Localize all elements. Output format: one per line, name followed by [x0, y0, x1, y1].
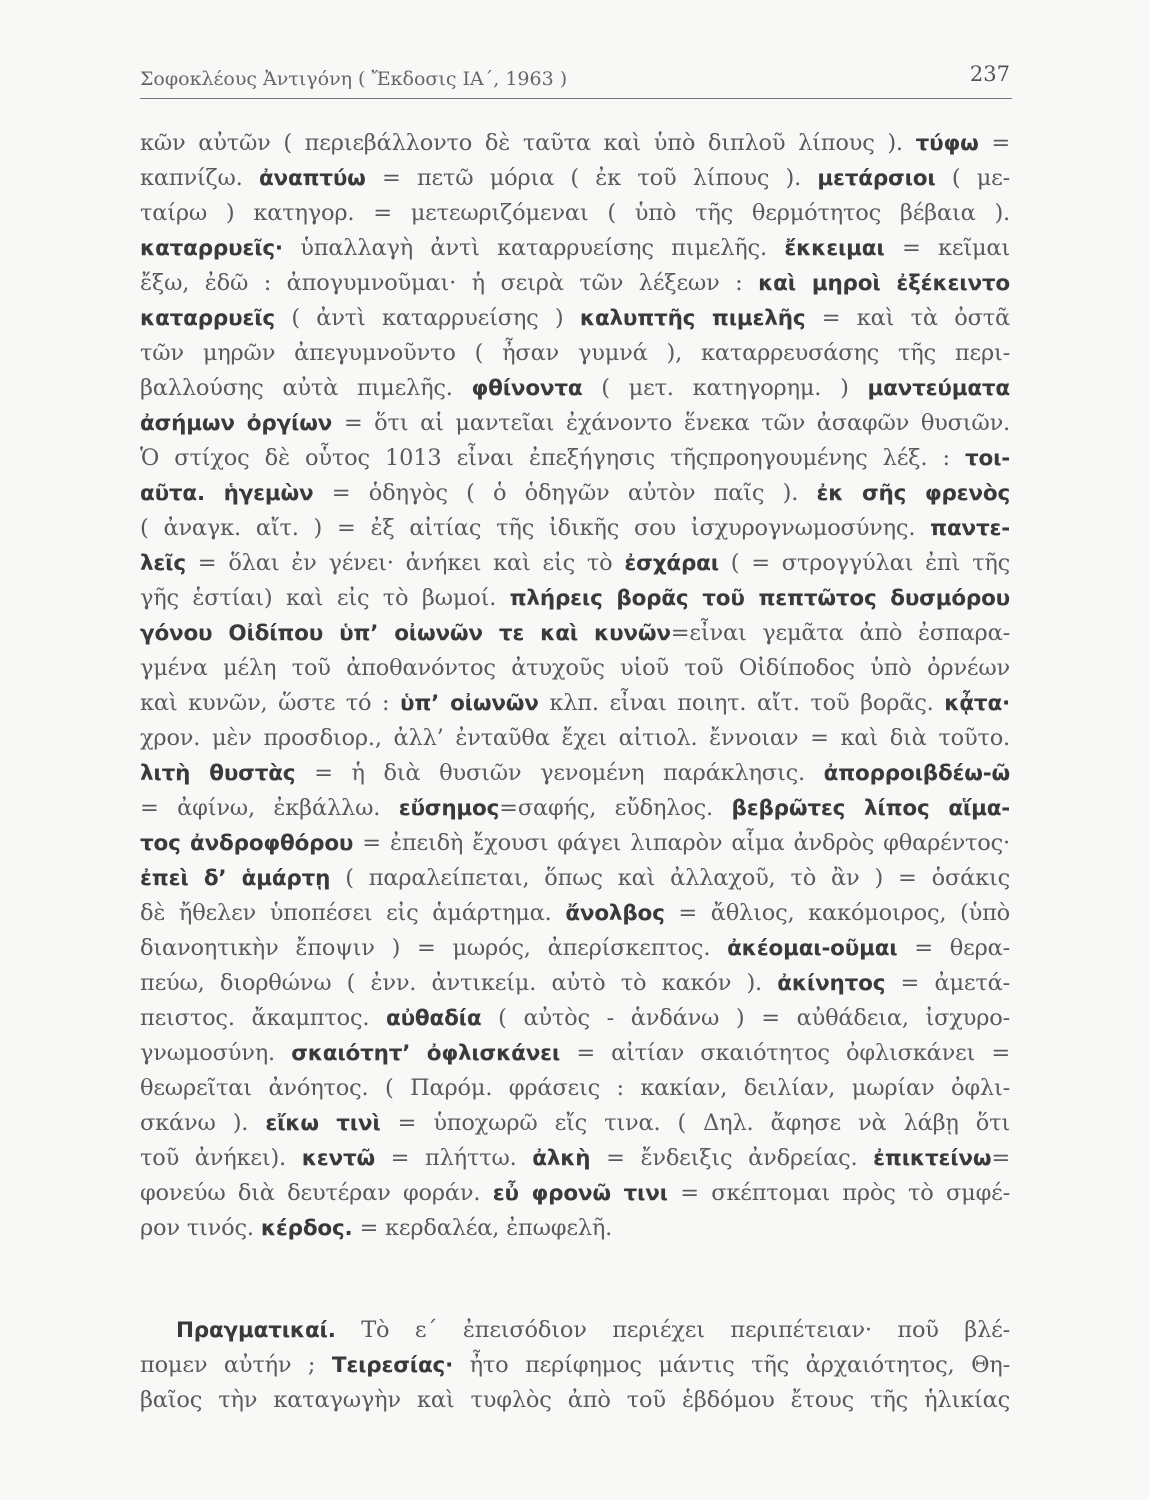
lemma-term: εὖ φρονῶ τινι — [492, 1181, 668, 1206]
gloss-text: ( παραλείπεται, ὅπως καὶ ἀλλαχοῦ, τὸ ἂν ) = ὁσάκις — [330, 865, 1010, 891]
lemma-term: ἐσχάραι — [624, 551, 719, 576]
text-line — [140, 476, 1010, 511]
gloss-text: = ἀμετά- — [885, 970, 1010, 996]
text-line — [140, 1211, 1010, 1246]
gloss-text: ( με- — [935, 165, 1010, 191]
lemma-term: ἐπεὶ δ’ ἁμάρτῃ — [140, 866, 331, 891]
gloss-text: ( αὐτὸς - ἁνδάνω ) = αὐθάδεια, ἰσχυρο- — [481, 1005, 1010, 1031]
text-line — [140, 931, 1010, 966]
gloss-text: = καὶ τὰ ὀστᾶ — [805, 305, 1011, 331]
text-line — [140, 1001, 1010, 1036]
gloss-text: γμένα μέλη τοῦ ἀποθανόντος ἀτυχοῦς υἱοῦ τοῦ Οἰδίποδος ὑπὸ ὀρνέων — [140, 655, 1010, 681]
text-line — [140, 1176, 1010, 1211]
text-line — [140, 756, 1010, 791]
lemma-term: βεβρῶτες λίπος αἵμα- — [731, 796, 1011, 821]
gloss-text: κλπ. εἶναι ποιητ. αἴτ. τοῦ βορᾶς. — [538, 690, 945, 716]
lemma-term: τος ἀνδροφθόρου — [140, 831, 354, 856]
gloss-text: θεωρεῖται ἀνόητος. ( Παρόμ. φράσεις : κακίαν, δειλίαν, μωρίαν ὀφλι- — [140, 1075, 1010, 1101]
gloss-text: πεύω, διορθώνω ( ἐνν. ἀντικείμ. αὐτὸ τὸ κακόν ). — [140, 970, 778, 996]
gloss-text: γῆς ἑστίαι) καὶ εἰς τὸ βωμοί. — [140, 585, 510, 611]
text-line — [140, 791, 1010, 826]
text-line — [140, 686, 1010, 721]
text-line — [140, 1313, 1010, 1348]
gloss-text: = ὁδηγὸς ( ὁ ὁδηγῶν αὐτὸν παῖς ). — [313, 480, 817, 506]
gloss-text: =εἶναι γεμᾶτα ἀπὸ ἐσπαρα- — [670, 620, 1010, 646]
lemma-term: αῦτα. ἡγεμὼν — [140, 481, 314, 506]
text-line — [140, 511, 1010, 546]
text-line — [140, 126, 1010, 161]
lemma-term: πλήρεις βορᾶς τοῦ πεπτῶτος δυσμόρου — [509, 586, 1010, 611]
gloss-text: = ὑποχωρῶ εἴς τινα. ( Δηλ. ἄφησε νὰ λάβῃ ὅτι — [380, 1110, 1010, 1136]
text-line — [140, 441, 1010, 476]
text-line — [140, 336, 1010, 371]
gloss-text: = αἰτίαν σκαιότητος ὀφλισκάνει = — [560, 1040, 1010, 1066]
text-line — [140, 1106, 1010, 1141]
lemma-term: εὔσημος — [398, 796, 500, 821]
lemma-term: γόνου Οἰδίπου ὑπ’ οἰωνῶν τε καὶ κυνῶν — [140, 621, 671, 646]
gloss-text: = πλήττω. — [374, 1145, 533, 1171]
lemma-term: λεῖς — [140, 551, 186, 576]
gloss-text: =σαφής, εὔδηλος. — [499, 795, 732, 821]
lemma-term: ἀσήμων ὀργίων — [140, 411, 333, 436]
text-line — [140, 266, 1010, 301]
gloss-text: πειστος. ἄκαμπτος. — [140, 1005, 387, 1031]
text-line — [140, 1141, 1010, 1176]
gloss-text: τῶν μηρῶν ἀπεγυμνοῦντο ( ἦσαν γυμνά ), καταρρευσάσης τῆς περι- — [140, 340, 1010, 366]
gloss-text: ( μετ. κατηγορημ. ) — [582, 375, 868, 401]
lemma-term: ἐπικτείνω — [873, 1146, 992, 1171]
text-line — [140, 1348, 1010, 1383]
header-rule — [140, 98, 1012, 99]
lemma-term: ἀκίνητος — [777, 971, 886, 996]
lemma-term: σκαιότητ’ ὀφλισκάνει — [291, 1041, 561, 1066]
lemma-term: ἀλκὴ — [532, 1146, 591, 1171]
gloss-text: πομεν αὐτήν ; — [140, 1352, 332, 1378]
section-paragraph — [140, 1313, 1010, 1418]
gloss-text: καὶ κυνῶν, ὥστε τό : — [140, 690, 401, 716]
text-line — [140, 196, 1010, 231]
gloss-text: = κερδαλέα, ἐπωφελῆ. — [352, 1215, 613, 1241]
gloss-text: φονεύω διὰ δευτέραν φοράν. — [140, 1180, 493, 1206]
gloss-text: ρον τινός. — [140, 1215, 261, 1241]
gloss-text: = κεῖμαι — [884, 235, 1010, 261]
gloss-text: = σκέπτομαι πρὸς τὸ σμφέ- — [667, 1180, 1010, 1206]
lemma-term: ἐκ σῆς φρενὸς — [816, 481, 1010, 506]
text-line — [140, 616, 1010, 651]
lemma-term: παντε- — [930, 516, 1010, 541]
lemma-term: Πραγματικαί. — [176, 1318, 336, 1343]
text-line — [140, 161, 1010, 196]
lemma-term: ἔκκειμαι — [784, 236, 885, 261]
lemma-term: καταρρυεῖς· — [140, 236, 283, 261]
lemma-term: φθίνοντα — [471, 376, 583, 401]
text-line — [140, 651, 1010, 686]
commentary-text — [140, 126, 1010, 1246]
lemma-term: ἀναπτύω — [258, 166, 366, 191]
lemma-term: ἄνολβος — [565, 901, 665, 926]
running-title: Σοφοκλέους Ἀντιγόνη ( Ἔκδοσις ΙΑ΄, 1963 ) — [140, 68, 568, 90]
gloss-text: = ἀφίνω, ἐκβάλλω. — [140, 795, 399, 821]
lemma-term: κᾆτα· — [944, 691, 1010, 716]
gloss-text: χρον. μὲν προσδιορ., ἀλλ’ ἐνταῦθα ἔχει αἰτιολ. ἔννοιαν = καὶ διὰ τοῦτο. — [140, 725, 1010, 751]
gloss-text: γνωμοσύνη. — [140, 1040, 292, 1066]
gloss-text: = — [978, 130, 1010, 156]
lemma-term: μαντεύματα — [867, 376, 1010, 401]
lemma-term: κέρδος. — [260, 1216, 353, 1241]
gloss-text: = πετῶ μόρια ( ἐκ τοῦ λίπους ). — [365, 165, 818, 191]
gloss-text: ἦτο περίφημος μάντις τῆς ἀρχαιότητος, Θη- — [453, 1352, 1010, 1378]
lemma-term: ἀπορροιβδέω-ῶ — [823, 761, 1010, 786]
text-line — [140, 721, 1010, 756]
gloss-text: σκάνω ). — [140, 1110, 266, 1136]
text-line — [140, 966, 1010, 1001]
gloss-text: Τὸ ε΄ ἐπεισόδιον περιέχει περιπέτειαν· ποῦ βλέ- — [335, 1317, 1010, 1343]
gloss-text: ἔξω, ἐδῶ : ἀπογυμνοῦμαι· ἡ σειρὰ τῶν λέξεων : — [140, 270, 759, 296]
gloss-text: ( = στρογγύλαι ἐπὶ τῆς — [718, 550, 1010, 576]
text-line — [140, 406, 1010, 441]
lemma-term: αὐθαδία — [386, 1006, 482, 1031]
gloss-text: ταίρω ) κατηγορ. = μετεωριζόμεναι ( ὑπὸ τῆς θερμότητος βέβαια ). — [140, 200, 1010, 226]
lemma-term: ὑπ’ οἰωνῶν — [400, 691, 539, 716]
gloss-text: = ἔνδειξις ἀνδρείας. — [590, 1145, 874, 1171]
gloss-text: τοῦ ἀνήκει). — [140, 1145, 302, 1171]
gloss-text: = ἐπειδὴ ἔχουσι φάγει λιπαρὸν αἷμα ἀνδρὸς φθαρέντος· — [353, 830, 1010, 856]
text-line — [140, 1036, 1010, 1071]
text-line — [140, 1071, 1010, 1106]
page-number: 237 — [969, 62, 1010, 86]
gloss-text: = ἡ διὰ θυσιῶν γενομένη παράκλησις. — [295, 760, 824, 786]
gloss-text: καπνίζω. — [140, 165, 259, 191]
gloss-text: βαλλούσης αὐτὰ πιμελῆς. — [140, 375, 472, 401]
text-line — [140, 1383, 1010, 1418]
text-line — [140, 231, 1010, 266]
lemma-term: μετάρσιοι — [817, 166, 936, 191]
gloss-text: κῶν αὐτῶν ( περιεβάλλοντο δὲ ταῦτα καὶ ὑπὸ διπλοῦ λίπους ). — [140, 130, 916, 156]
gloss-text: ( ἀντὶ καταρρυείσης ) — [274, 305, 580, 331]
gloss-text: δὲ ἤθελεν ὑποπέσει εἰς ἁμάρτημα. — [140, 900, 566, 926]
lemma-term: εἴκω τινὶ — [265, 1111, 381, 1136]
lemma-term: κεντῶ — [301, 1146, 375, 1171]
lemma-term: ἀκέομαι-οῦμαι — [727, 936, 898, 961]
lemma-term: λιτὴ θυστὰς — [140, 761, 296, 786]
lemma-term: τοι- — [965, 446, 1010, 471]
gloss-text: Ὁ στίχος δὲ οὗτος 1013 εἶναι ἐπεξήγησις τῆςπροηγουμένης λέξ. : — [140, 445, 965, 471]
running-header — [140, 62, 1010, 96]
lemma-term: Τειρεσίας· — [331, 1353, 454, 1378]
text-line — [140, 861, 1010, 896]
gloss-text: = ἄθλιος, κακόμοιρος, (ὑπὸ — [664, 900, 1010, 926]
gloss-text: βαῖος τὴν καταγωγὴν καὶ τυφλὸς ἀπὸ τοῦ ἑβδόμου ἔτους τῆς ἡλικίας — [140, 1387, 1010, 1413]
lemma-term: καλυπτῆς πιμελῆς — [579, 306, 806, 331]
lemma-term: καὶ μηροὶ ἐξέκειντο — [758, 271, 1011, 296]
text-line — [140, 546, 1010, 581]
gloss-text: = ὅτι αἱ μαντεῖαι ἐχάνοντο ἕνεκα τῶν ἀσαφῶν θυσιῶν. — [332, 410, 1010, 436]
text-line — [140, 896, 1010, 931]
text-line — [140, 371, 1010, 406]
gloss-text: = — [991, 1145, 1011, 1171]
gloss-text: = ὅλαι ἐν γένει· ἀνήκει καὶ εἰς τὸ — [185, 550, 625, 576]
text-line — [140, 581, 1010, 616]
gloss-text: διανοητικὴν ἔποψιν ) = μωρός, ἀπερίσκεπτος. — [140, 935, 728, 961]
lemma-term: καταρρυεῖς — [140, 306, 275, 331]
text-line — [140, 301, 1010, 336]
gloss-text: = θερα- — [897, 935, 1010, 961]
lemma-term: τύφω — [915, 131, 979, 156]
gloss-text: ( ἀναγκ. αἴτ. ) = ἐξ αἰτίας τῆς ἰδικῆς σου ἰσχυρογνωμοσύνης. — [140, 515, 931, 541]
text-line — [140, 826, 1010, 861]
gloss-text: ὑπαλλαγὴ ἀντὶ καταρρυείσης πιμελῆς. — [282, 235, 785, 261]
